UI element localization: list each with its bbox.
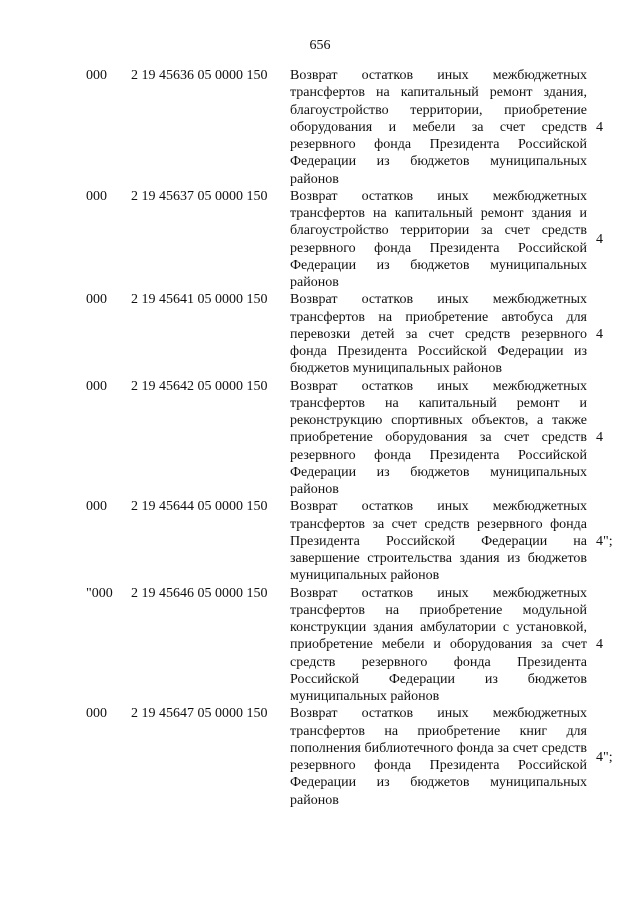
amount-value: 4 <box>596 326 603 342</box>
admin-code-cell: 000 <box>86 188 107 204</box>
admin-code-cell: 000 <box>86 292 107 308</box>
amount-value: 4"; <box>596 749 613 765</box>
budget-code-cell: 2 19 45642 05 0000 150 <box>131 378 268 394</box>
amount-cell <box>596 188 632 292</box>
table-row <box>0 705 640 809</box>
page-number: 656 <box>309 38 331 53</box>
amount-cell <box>596 498 632 584</box>
amount-cell <box>596 67 632 188</box>
budget-code-cell: 2 19 45636 05 0000 150 <box>131 68 268 83</box>
budget-code-table <box>0 67 640 809</box>
description-cell: Возврат остатков иных межбюджетных трансфертов на приобретение модульной конструкции здания амбулатории с установкой, приобретение мебели и оборудования за счет средств резервного фонда Президента Российской Федерации из бюджетов муниципальных районов <box>290 585 587 704</box>
amount-value: 4"; <box>596 533 613 549</box>
description-cell: Возврат остатков иных межбюджетных трансфертов на приобретение книг для пополнения библиотечного фонда за счет средств резервного фонда Президента Российской Федерации из бюджетов муниципальных районов <box>290 706 587 808</box>
budget-code-cell: 2 19 45644 05 0000 150 <box>131 499 268 515</box>
amount-cell <box>596 585 632 706</box>
budget-code-cell: 2 19 45646 05 0000 150 <box>131 585 268 601</box>
amount-value: 4 <box>596 637 603 653</box>
admin-code-cell: 000 <box>86 68 107 83</box>
table-row <box>0 67 640 188</box>
admin-code-cell: 000 <box>86 378 107 394</box>
table-row <box>0 585 640 706</box>
description-cell: Возврат остатков иных межбюджетных трансфертов на капитальный ремонт здания и благоустройство территории за счет средств резервного фонда Президента Российской Федерации из бюджетов муниципальных районов <box>290 188 587 290</box>
table-row <box>0 188 640 292</box>
description-cell: Возврат остатков иных межбюджетных трансфертов за счет средств резервного фонда Президента Российской Федерации на завершение строительства здания из бюджетов муниципальных районов <box>290 499 587 584</box>
description-cell: Возврат остатков иных межбюджетных трансфертов на капитальный ремонт и реконструкцию спортивных объектов, а также приобретение оборудования за счет средств резервного фонда Президента Российской Федерации из бюджетов муниципальных районов <box>290 378 587 497</box>
budget-code-cell: 2 19 45647 05 0000 150 <box>131 706 268 722</box>
description-cell: Возврат остатков иных межбюджетных трансфертов на капитальный ремонт здания, благоустройство территории, приобретение оборудования и мебели за счет средств резервного фонда Президента Российской Федерации из бюджетов муниципальных районов <box>290 68 587 187</box>
table-row <box>0 498 640 584</box>
amount-value: 4 <box>596 119 603 135</box>
budget-code-cell: 2 19 45641 05 0000 150 <box>131 292 268 308</box>
amount-cell <box>596 291 632 377</box>
amount-cell <box>596 705 632 809</box>
description-cell: Возврат остатков иных межбюджетных трансфертов на приобретение автобуса для перевозки детей за счет средств резервного фонда Президента Российской Федерации из бюджетов муниципальных районов <box>290 292 587 377</box>
amount-cell <box>596 378 632 499</box>
amount-value: 4 <box>596 430 603 446</box>
admin-code-cell: 000 <box>86 499 107 515</box>
amount-value: 4 <box>596 232 603 247</box>
table-row <box>0 378 640 499</box>
table-row <box>0 291 640 377</box>
budget-code-cell: 2 19 45637 05 0000 150 <box>131 188 268 204</box>
admin-code-cell: 000 <box>86 706 107 722</box>
admin-code-cell: "000 <box>86 585 113 601</box>
